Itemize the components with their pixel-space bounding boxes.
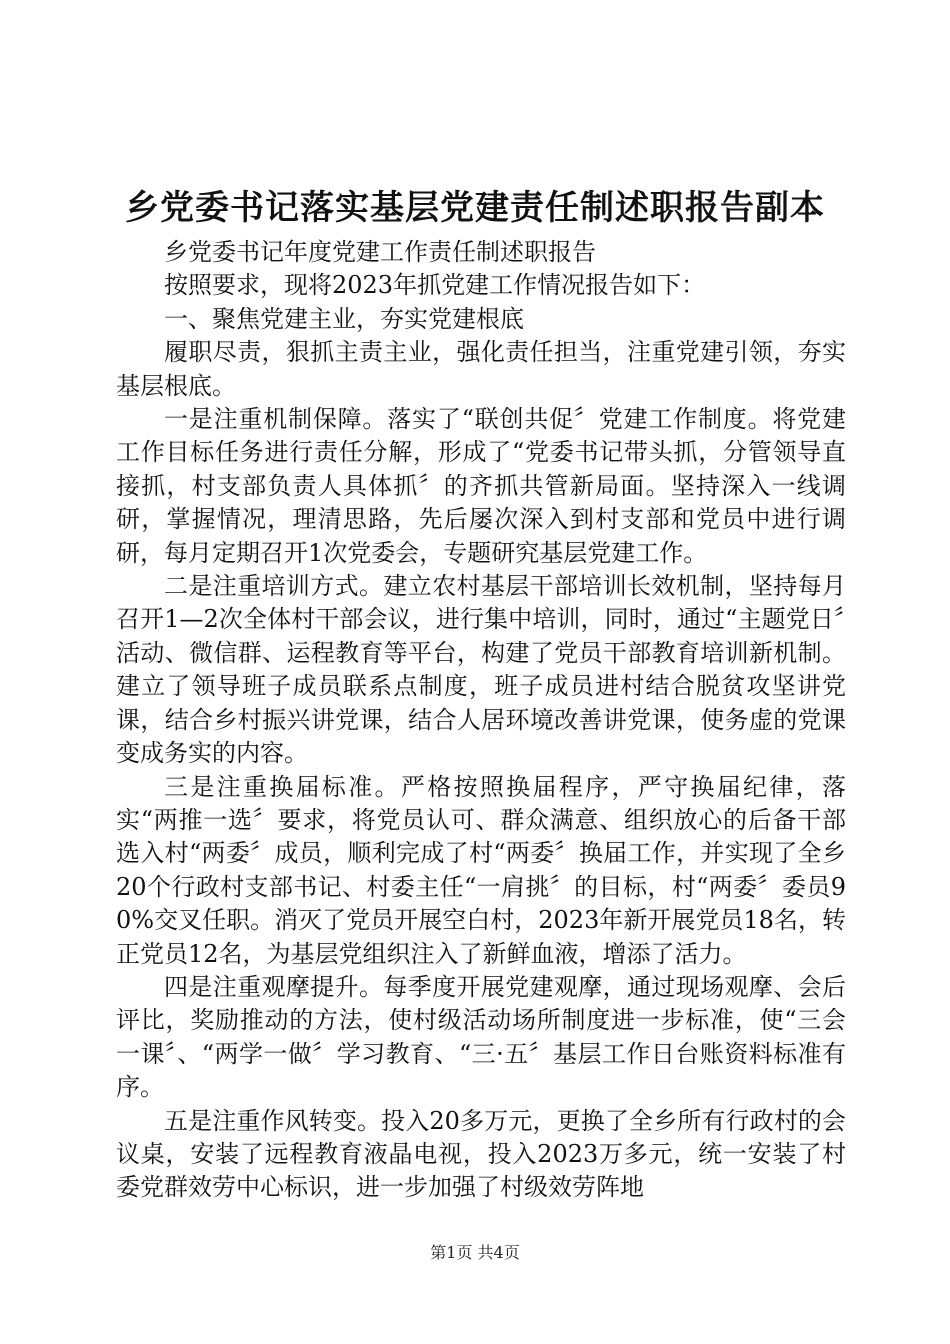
- paragraph-summary: 履职尽责，狠抓主责主业，强化责任担当，注重党建引领，夯实基层根底。: [116, 338, 846, 400]
- paragraph-point-4: 四是注重观摩提升。每季度开展党建观摩，通过现场观摩、会后评比，奖励推动的方法，使村级活动场所制度进一步标准，使“三会一课〞、“两学一做〞学习教育、“三·五〞基层工作日台账资料标准有序。: [116, 972, 846, 1102]
- document-title: 乡党委书记落实基层党建责任制述职报告副本: [125, 188, 825, 228]
- paragraph-point-5: 五是注重作风转变。投入20多万元，更换了全乡所有行政村的会议桌，安装了远程教育液晶电视，投入2023万多元，统一安装了村委党群效劳中心标识，进一步加强了村级效劳阵地: [116, 1106, 846, 1202]
- paragraph-point-1: 一是注重机制保障。落实了“联创共促〞党建工作制度。将党建工作目标任务进行责任分解，形成了“党委书记带头抓，分管领导直接抓，村支部负责人具体抓〞的齐抓共管新局面。坚持深入一线调研，掌握情况，理清思路，先后屡次深入到村支部和党员中进行调研，每月定期召开1次党委会，专题研究基层党建工作。: [116, 405, 846, 567]
- section-heading-1: 一、聚焦党建主业，夯实党建根底: [164, 304, 524, 333]
- page-footer: 第1页 共4页: [430, 1243, 520, 1262]
- paragraph-intro: 按照要求，现将2023年抓党建工作情况报告如下：: [164, 271, 706, 300]
- paragraph-report-heading: 乡党委书记年度党建工作责任制述职报告: [164, 238, 596, 266]
- document-body: [116, 236, 846, 1205]
- paragraph-point-2: 二是注重培训方式。建立农村基层干部培训长效机制，坚持每月召开1—2次全体村干部会议，进行集中培训，同时，通过“主题党日〞活动、微信群、运程教育等平台，构建了党员干部教育培训新机制。建立了领导班子成员联系点制度，班子成员进村结合脱贫攻坚讲党课，结合乡村振兴讲党课，结合人居环境改善讲党课，使务虚的党课变成务实的内容。: [116, 572, 846, 768]
- paragraph-point-3: 三是注重换届标准。严格按照换届程序，严守换届纪律，落实“两推一选〞要求，将党员认可、群众满意、组织放心的后备干部选入村“两委〞成员，顺利完成了村“两委〞换届工作，并实现了全乡20个行政村支部书记、村委主任“一肩挑〞的目标，村“两委〞委员90%交叉任职。消灭了党员开展空白村，2023年新开展党员18名，转正党员12名，为基层党组织注入了新鲜血液，增添了活力。: [116, 772, 846, 968]
